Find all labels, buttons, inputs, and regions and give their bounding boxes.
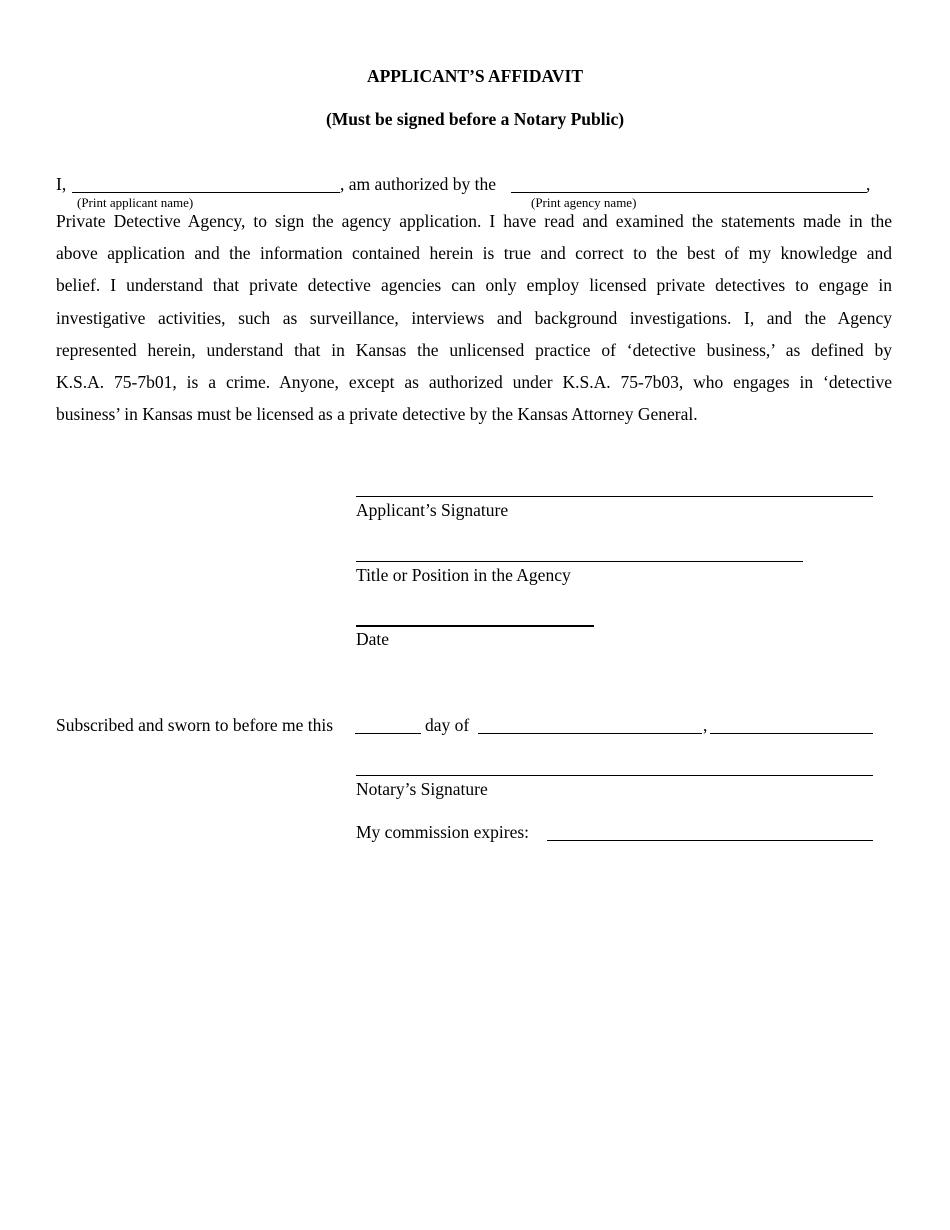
agency-name-field[interactable] [511,192,867,193]
sworn-comma: , [703,715,708,735]
notary-signature-line[interactable] [356,775,873,776]
paragraph-line: represented herein, understand that in Kansas the unlicensed practice of ‘detective business,’ as defined by [56,339,892,360]
sworn-prefix: Subscribed and sworn to before me this [56,715,334,735]
paragraph-line: Private Detective Agency, to sign the agency application. I have read and examined the statements made in the [56,211,892,231]
commission-expires-field[interactable] [547,840,873,841]
intro-trailing-comma: , [866,174,871,194]
commission-label: My commission expires: [356,822,530,842]
sworn-month-field[interactable] [478,733,702,734]
day-of-text: day of [425,715,470,735]
applicant-signature-label: Applicant’s Signature [356,500,509,520]
applicant-name-label: (Print applicant name) [77,195,194,210]
sworn-year-field[interactable] [710,733,873,734]
intro-i-prefix: I, [56,174,67,194]
paragraph-line: investigative activities, such as surveillance, interviews and background investigations. I, and the Agency [56,307,892,328]
document-subtitle: (Must be signed before a Notary Public) [325,109,625,129]
notary-signature-label: Notary’s Signature [356,779,488,799]
paragraph-line: belief. I understand that private detective agencies can only employ licensed private detectives to engage in [56,275,892,296]
date-line[interactable] [356,625,594,627]
applicant-signature-line[interactable] [356,496,873,497]
title-position-line[interactable] [356,561,803,562]
intro-authorized-text: , am authorized by the [340,174,496,194]
title-position-label: Title or Position in the Agency [356,565,571,585]
applicant-name-field[interactable] [72,192,340,193]
affidavit-paragraph [56,205,892,430]
paragraph-line: business’ in Kansas must be licensed as a private detective by the Kansas Attorney General. [56,404,698,425]
agency-name-label: (Print agency name) [531,195,637,210]
sworn-day-field[interactable] [355,733,421,734]
paragraph-line: K.S.A. 75-7b01, is a crime. Anyone, except as authorized under K.S.A. 75-7b03, who engages in ‘detective [56,372,892,393]
date-label: Date [356,629,390,649]
document-title: APPLICANT’S AFFIDAVIT [366,66,584,86]
paragraph-line: above application and the information contained herein is true and correct to the best of my knowledge and [56,243,892,264]
